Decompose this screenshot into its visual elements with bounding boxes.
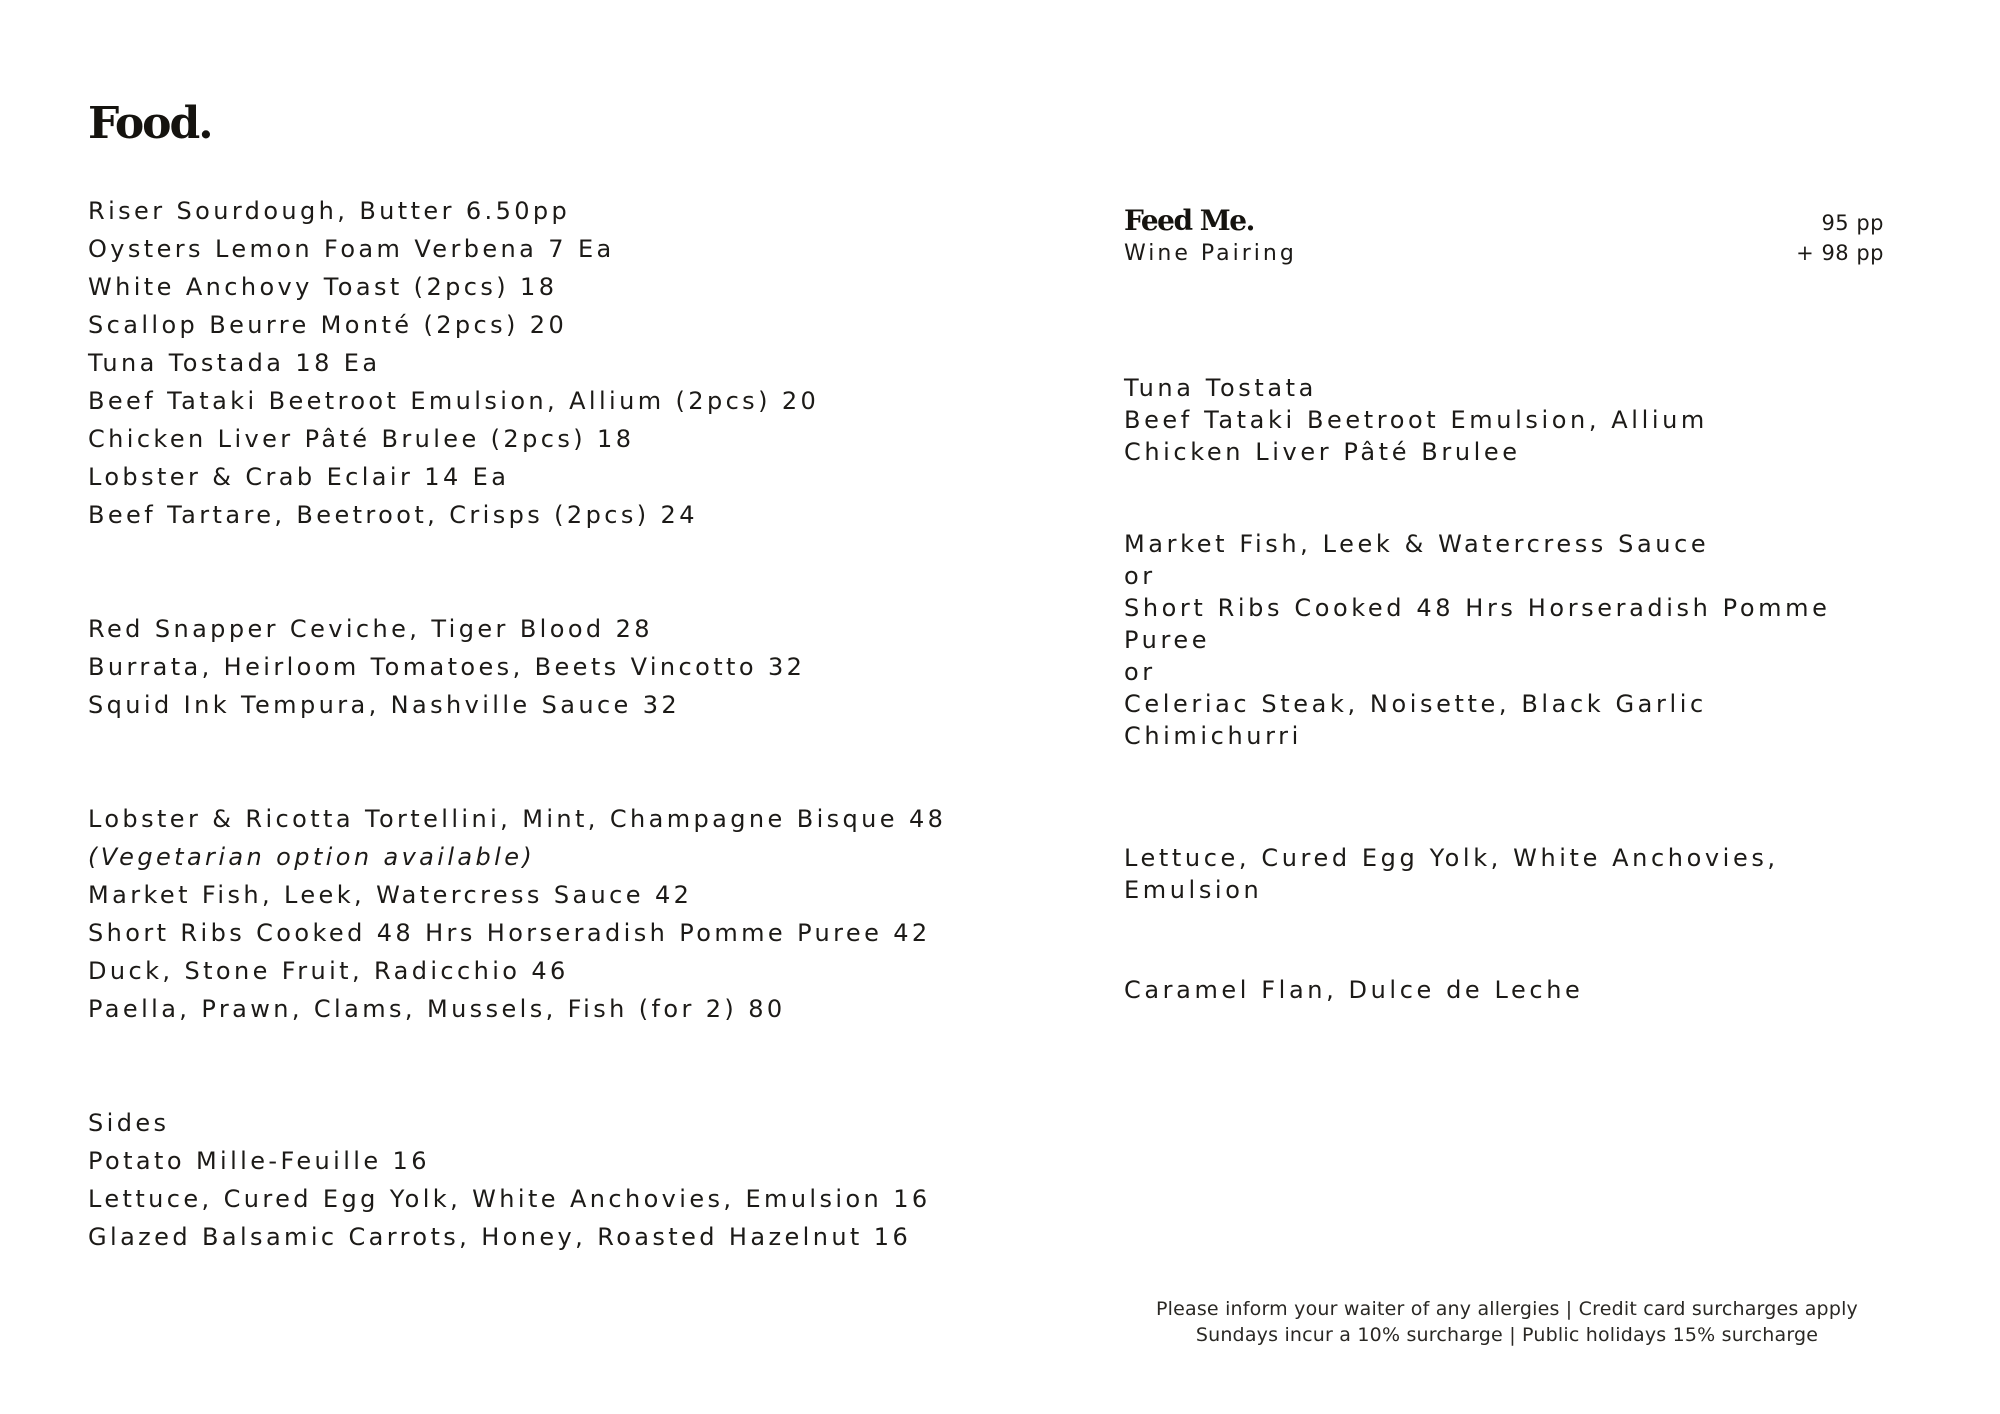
menu-item: Red Snapper Ceviche, Tiger Blood 28 — [88, 615, 653, 643]
feed-me-menu — [1124, 200, 1884, 1006]
menu-item: Paella, Prawn, Clams, Mussels, Fish (for 2) 80 — [88, 995, 786, 1023]
starters-section — [88, 192, 1048, 534]
menu-item: Lettuce, Cured Egg Yolk, White Anchovies, Emulsion 16 — [88, 1185, 931, 1213]
menu-item: Oysters Lemon Foam Verbena 7 Ea — [88, 235, 615, 263]
feed-me-course-4 — [1124, 974, 1884, 1006]
feed-me-course-3 — [1124, 842, 1884, 906]
entrees-section — [88, 610, 1048, 724]
footer-notice — [1124, 1296, 1890, 1348]
menu-item: White Anchovy Toast (2pcs) 18 — [88, 273, 558, 301]
menu-item: Glazed Balsamic Carrots, Honey, Roasted Hazelnut 16 — [88, 1223, 912, 1251]
vegetarian-note: (Vegetarian option available) — [88, 843, 536, 871]
wine-pairing-price: + 98 pp — [1796, 241, 1884, 265]
course-item: Market Fish, Leek & Watercress Sauce — [1124, 530, 1710, 558]
course-item: Short Ribs Cooked 48 Hrs Horseradish Pomme Puree — [1124, 594, 1831, 654]
feed-me-price: 95 pp — [1821, 211, 1884, 235]
feed-me-header — [1124, 200, 1884, 242]
mains-section — [88, 800, 1048, 1028]
wine-pairing-row — [1124, 238, 1884, 270]
menu-item: Potato Mille-Feuille 16 — [88, 1147, 430, 1175]
feed-me-title: Feed Me. — [1124, 204, 1254, 237]
footer-line-1: Please inform your waiter of any allergies | Credit card surcharges apply — [1155, 1298, 1859, 1320]
course-item: Tuna Tostata — [1124, 374, 1317, 402]
course-item: Celeriac Steak, Noisette, Black Garlic Chimichurri — [1124, 690, 1707, 750]
menu-item: Market Fish, Leek, Watercress Sauce 42 — [88, 881, 693, 909]
page-title: Food. — [88, 98, 212, 149]
feed-me-course-1 — [1124, 372, 1884, 468]
wine-pairing-label: Wine Pairing — [1124, 241, 1297, 266]
menu-item: Riser Sourdough, Butter 6.50pp — [88, 197, 571, 225]
course-or: or — [1124, 658, 1156, 686]
menu-item: Tuna Tostada 18 Ea — [88, 349, 381, 377]
a-la-carte-menu — [88, 192, 1048, 1256]
menu-item: Beef Tataki Beetroot Emulsion, Allium (2pcs) 20 — [88, 387, 820, 415]
feed-me-course-2 — [1124, 528, 1884, 752]
menu-item: Short Ribs Cooked 48 Hrs Horseradish Pomme Puree 42 — [88, 919, 931, 947]
menu-item: Beef Tartare, Beetroot, Crisps (2pcs) 24 — [88, 501, 698, 529]
footer-line-2: Sundays incur a 10% surcharge | Public holidays 15% surcharge — [1195, 1324, 1819, 1346]
menu-item: Lobster & Ricotta Tortellini, Mint, Champagne Bisque 48 — [88, 805, 947, 833]
sides-section — [88, 1104, 1048, 1256]
course-item: Chicken Liver Pâté Brulee — [1124, 438, 1521, 466]
menu-item: Burrata, Heirloom Tomatoes, Beets Vincotto 32 — [88, 653, 806, 681]
course-or: or — [1124, 562, 1156, 590]
menu-item: Duck, Stone Fruit, Radicchio 46 — [88, 957, 569, 985]
course-item: Beef Tataki Beetroot Emulsion, Allium — [1124, 406, 1708, 434]
course-item: Caramel Flan, Dulce de Leche — [1124, 976, 1584, 1004]
course-item: Lettuce, Cured Egg Yolk, White Anchovies, Emulsion — [1124, 844, 1779, 904]
sides-heading: Sides — [88, 1109, 170, 1137]
menu-item: Chicken Liver Pâté Brulee (2pcs) 18 — [88, 425, 635, 453]
menu-item: Scallop Beurre Monté (2pcs) 20 — [88, 311, 568, 339]
menu-item: Squid Ink Tempura, Nashville Sauce 32 — [88, 691, 681, 719]
menu-item: Lobster & Crab Eclair 14 Ea — [88, 463, 510, 491]
